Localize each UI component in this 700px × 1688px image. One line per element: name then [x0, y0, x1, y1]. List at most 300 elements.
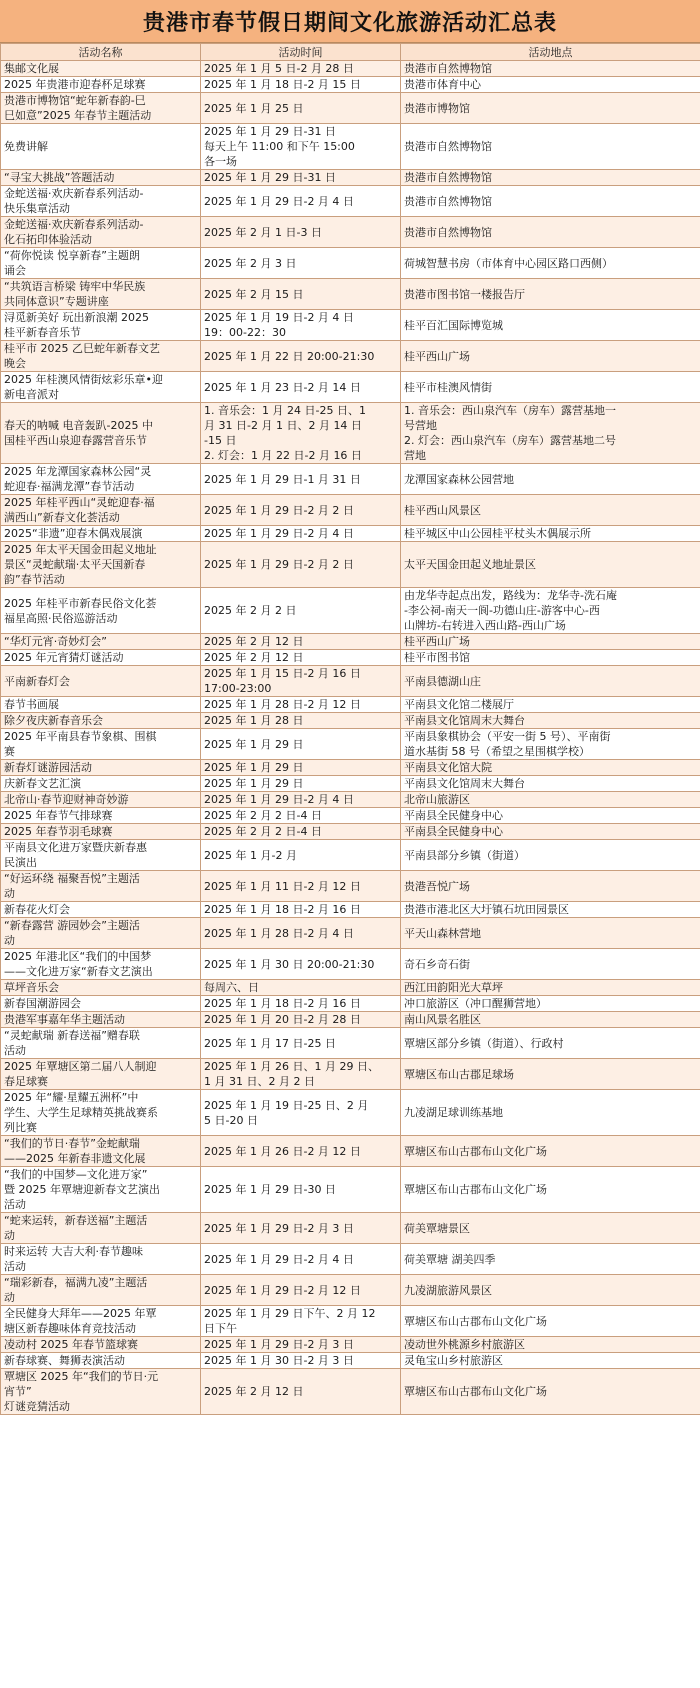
- cell-text-line: 2025 年 1 月 29 日: [204, 737, 304, 751]
- activity-location-cell: [401, 1244, 700, 1275]
- cell-text-line: 1. 音乐会：西山泉汽车（房车）露营基地一: [404, 404, 616, 417]
- table-row: [1, 341, 700, 372]
- activity-time-cell: [201, 760, 401, 776]
- cell-text-line: 太平天国金田起义地址景区: [404, 558, 536, 571]
- activity-location-cell: [401, 713, 700, 729]
- cell-text-line: 春足球赛: [4, 1075, 48, 1088]
- cell-text-line: 桂平市桂澳风情街: [404, 380, 492, 394]
- activity-time-cell: [201, 1369, 401, 1415]
- table-row: [1, 1275, 700, 1306]
- cell-text-line: 2025 年 1 月 26 日、1 月 29 日、: [204, 1060, 379, 1073]
- cell-text-line: 民演出: [4, 856, 37, 869]
- activity-location-cell: [401, 650, 700, 666]
- cell-text-line: 日下午: [204, 1322, 237, 1335]
- cell-text-line: 每周六、日: [204, 981, 259, 994]
- activity-time-cell: [201, 170, 401, 186]
- activity-location-cell: [401, 1306, 700, 1337]
- activity-time-cell: [201, 792, 401, 808]
- activity-name-cell: [1, 792, 201, 808]
- cell-text-line: 活动: [4, 1044, 26, 1057]
- table-row: [1, 1167, 700, 1213]
- cell-text-line: 2025 年 2 月 2 日: [204, 604, 297, 617]
- cell-text-line: 覃塘区布山古郡布山文化广场: [404, 1183, 547, 1196]
- activity-location-cell: [401, 248, 700, 279]
- table-row: [1, 996, 700, 1012]
- activity-time-cell: [201, 650, 401, 666]
- activity-location-cell: [401, 495, 700, 526]
- table-row: [1, 1306, 700, 1337]
- activity-time-cell: [201, 713, 401, 729]
- activity-time-cell: [201, 341, 401, 372]
- cell-text-line: 平南县文化馆周末大舞台: [404, 777, 525, 790]
- activity-location-cell: [401, 949, 700, 980]
- cell-text-line: 桂平西山广场: [404, 635, 470, 648]
- activity-time-cell: [201, 61, 401, 77]
- cell-text-line: 2. 灯会：西山泉汽车（房车）露营基地二号: [404, 434, 616, 447]
- cell-text-line: 月 31 日-2 月 1 日、2 月 14 日: [204, 419, 362, 432]
- cell-text-line: 2025 年 2 月 1 日-3 日: [204, 225, 322, 239]
- activity-location-cell: [401, 186, 700, 217]
- cell-text-line: 覃塘区布山古郡布山文化广场: [404, 1144, 547, 1158]
- cell-text-line: 活动: [4, 1260, 26, 1273]
- table-row: [1, 248, 700, 279]
- activity-location-cell: [401, 980, 700, 996]
- header-activity-time: 活动时间: [201, 44, 401, 61]
- cell-text-line: 2025 年 2 月 12 日: [204, 635, 304, 648]
- activity-name-cell: [1, 980, 201, 996]
- cell-text-line: 赛: [4, 745, 15, 758]
- cell-text-line: 2025 年桂澳风情街炫彩乐章•迎: [4, 373, 163, 386]
- cell-text-line: 号营地: [404, 419, 437, 432]
- cell-text-line: 2025 年港北区“我们的中国梦: [4, 950, 152, 963]
- cell-text-line: 免费讲解: [4, 140, 48, 153]
- cell-text-line: 快乐集章活动: [4, 202, 70, 215]
- cell-text-line: 动: [4, 1229, 15, 1242]
- activity-name-cell: [1, 495, 201, 526]
- activity-name-cell: [1, 1369, 201, 1415]
- table-row: [1, 1090, 700, 1136]
- table-row: [1, 760, 700, 776]
- activity-time-cell: [201, 217, 401, 248]
- table-row: [1, 871, 700, 902]
- table-row: [1, 840, 700, 871]
- activity-location-cell: [401, 1167, 700, 1213]
- activity-location-cell: [401, 824, 700, 840]
- cell-text-line: 平南县德湖山庄: [404, 674, 481, 688]
- table-row: [1, 776, 700, 792]
- table-row: [1, 1244, 700, 1275]
- cell-text-line: 2025 年 2 月 12 日: [204, 651, 304, 664]
- cell-text-line: 活动: [4, 1198, 26, 1211]
- cell-text-line: 时来运转 大吉大利·春节趣味: [4, 1245, 143, 1258]
- cell-text-line: 平天山森林营地: [404, 926, 481, 940]
- cell-text-line: 覃塘区布山古郡布山文化广场: [404, 1385, 547, 1398]
- activity-location-cell: [401, 760, 700, 776]
- document-title: 贵港市春节假日期间文化旅游活动汇总表: [0, 0, 700, 43]
- activity-location-cell: [401, 372, 700, 403]
- cell-text-line: 2025 年 1 月 30 日 20:00-21:30: [204, 957, 375, 971]
- cell-text-line: 2025 年 1 月 19 日-25 日、2 月: [204, 1098, 369, 1112]
- cell-text-line: “蛇来运转，新春送福”主题活: [4, 1214, 148, 1227]
- cell-text-line: “华灯元宵·奇妙灯会”: [4, 635, 107, 648]
- activity-time-cell: [201, 372, 401, 403]
- activity-name-cell: [1, 1353, 201, 1369]
- table-row: [1, 217, 700, 248]
- activity-name-cell: [1, 996, 201, 1012]
- activity-time-cell: [201, 808, 401, 824]
- activity-location-cell: [401, 729, 700, 760]
- cell-text-line: 2025 年 1 月 29 日-2 月 12 日: [204, 1283, 361, 1297]
- table-row: [1, 1213, 700, 1244]
- activity-time-cell: [201, 1059, 401, 1090]
- table-body: [1, 61, 700, 1415]
- cell-text-line: 诵会: [4, 264, 26, 277]
- cell-text-line: 5 日-20 日: [204, 1113, 258, 1127]
- activity-location-cell: [401, 1337, 700, 1353]
- cell-text-line: 动: [4, 934, 15, 947]
- cell-text-line: 春天的呐喊 电音轰趴-2025 中: [4, 419, 153, 432]
- cell-text-line: 贵港市自然博物馆: [404, 62, 492, 75]
- cell-text-line: 动: [4, 1291, 15, 1304]
- activity-name-cell: [1, 341, 201, 372]
- cell-text-line: 塘区新春趣味体育竞技活动: [4, 1322, 136, 1335]
- table-row: [1, 1369, 700, 1415]
- cell-text-line: 2025 年 1 月 26 日-2 月 12 日: [204, 1144, 361, 1158]
- cell-text-line: 学生、大学生足球精英挑战赛系: [4, 1106, 158, 1119]
- cell-text-line: 2025 年 1 月 25 日: [204, 101, 304, 115]
- activity-time-cell: [201, 840, 401, 871]
- table-row: [1, 93, 700, 124]
- activity-time-cell: [201, 542, 401, 588]
- cell-text-line: 2025 年 1 月 19 日-2 月 4 日: [204, 311, 354, 324]
- cell-text-line: 2025 年 1 月 29 日-31 日: [204, 171, 336, 184]
- cell-text-line: 凌动世外桃源乡村旅游区: [404, 1338, 525, 1351]
- cell-text-line: 平南新春灯会: [4, 674, 70, 688]
- activity-name-cell: [1, 77, 201, 93]
- cell-text-line: 覃塘区布山古郡布山文化广场: [404, 1314, 547, 1328]
- cell-text-line: “好运环绕 福聚吾悦”主题活: [4, 872, 140, 885]
- cell-text-line: “共筑语言桥梁 铸牢中华民族: [4, 280, 146, 293]
- cell-text-line: 龙潭国家森林公园营地: [404, 472, 514, 486]
- activity-name-cell: [1, 760, 201, 776]
- activity-table: [0, 43, 700, 1415]
- table-row: [1, 1353, 700, 1369]
- cell-text-line: 2025 年春节羽毛球赛: [4, 825, 113, 838]
- table-row: [1, 1059, 700, 1090]
- cell-text-line: 桂平市图书馆: [404, 651, 470, 664]
- cell-text-line: 2025 年 1 月 29 日: [204, 761, 304, 774]
- cell-text-line: 2025“非遗”迎春木偶戏展演: [4, 527, 143, 540]
- activity-time-cell: [201, 124, 401, 170]
- activity-location-cell: [401, 1213, 700, 1244]
- activity-time-cell: [201, 526, 401, 542]
- activity-name-cell: [1, 729, 201, 760]
- table-row: [1, 902, 700, 918]
- cell-text-line: “我们的中国梦—文化进万家”: [4, 1168, 148, 1181]
- activity-name-cell: [1, 824, 201, 840]
- cell-text-line: 2025 年 1 月 29 日-2 月 4 日: [204, 793, 354, 806]
- activity-time-cell: [201, 949, 401, 980]
- table-row: [1, 697, 700, 713]
- cell-text-line: 桂平城区中山公园桂平杖头木偶展示所: [404, 527, 591, 540]
- cell-text-line: “荷你悦读 悦享新春”主题朗: [4, 249, 140, 262]
- activity-name-cell: [1, 713, 201, 729]
- activity-location-cell: [401, 526, 700, 542]
- cell-text-line: 九凌湖足球训练基地: [404, 1106, 503, 1119]
- cell-text-line: 2025 年桂平西山“灵蛇迎春·福: [4, 496, 155, 509]
- activity-name-cell: [1, 372, 201, 403]
- activity-location-cell: [401, 279, 700, 310]
- activity-location-cell: [401, 996, 700, 1012]
- table-header-row: [1, 44, 700, 61]
- table-row: [1, 1028, 700, 1059]
- activity-time-cell: [201, 871, 401, 902]
- table-row: [1, 1337, 700, 1353]
- cell-text-line: 桂平百汇国际博览城: [404, 318, 503, 332]
- activity-time-cell: [201, 403, 401, 464]
- cell-text-line: 2025 年 1 月 29 日-2 月 3 日: [204, 1221, 354, 1235]
- activity-time-cell: [201, 1167, 401, 1213]
- activity-time-cell: [201, 1275, 401, 1306]
- cell-text-line: 奇石乡奇石街: [404, 957, 470, 971]
- cell-text-line: 动: [4, 887, 15, 900]
- cell-text-line: 2025 年 1 月 18 日-2 月 16 日: [204, 903, 361, 916]
- cell-text-line: 桂平西山风景区: [404, 503, 481, 517]
- cell-text-line: 平南县部分乡镇（街道）: [404, 848, 525, 862]
- cell-text-line: 福星高照·民俗巡游活动: [4, 611, 118, 625]
- cell-text-line: 2025 年 1 月 29 日-2 月 2 日: [204, 503, 354, 517]
- cell-text-line: 化石拓印体验活动: [4, 233, 92, 246]
- cell-text-line: 贵港市图书馆一楼报告厅: [404, 287, 525, 301]
- activity-time-cell: [201, 697, 401, 713]
- cell-text-line: 贵港市博物馆“蛇年新春韵-巳: [4, 94, 146, 107]
- cell-text-line: 草坪音乐会: [4, 981, 59, 994]
- cell-text-line: 北帝山·春节迎财神奇妙游: [4, 793, 129, 806]
- activity-time-cell: [201, 1090, 401, 1136]
- cell-text-line: 贵港市体育中心: [404, 78, 481, 91]
- activity-location-cell: [401, 464, 700, 495]
- cell-text-line: 2025 年贵港市迎春杯足球赛: [4, 78, 146, 91]
- activity-location-cell: [401, 124, 700, 170]
- activity-name-cell: [1, 248, 201, 279]
- cell-text-line: 2025 年 1 月 17 日-25 日: [204, 1036, 336, 1050]
- cell-text-line: 北帝山旅游区: [404, 793, 470, 806]
- table-row: [1, 729, 700, 760]
- cell-text-line: 2025 年“耀·星耀五洲杯”中: [4, 1091, 139, 1104]
- cell-text-line: 新电音派对: [4, 388, 59, 401]
- cell-text-line: 2025 年龙潭国家森林公园“灵: [4, 465, 152, 478]
- activity-location-cell: [401, 1353, 700, 1369]
- cell-text-line: 新春球赛、舞狮表演活动: [4, 1354, 125, 1367]
- cell-text-line: ——文化进万家“新春文艺演出: [4, 965, 153, 978]
- table-row: [1, 279, 700, 310]
- activity-location-cell: [401, 902, 700, 918]
- cell-text-line: 新春国潮游园会: [4, 997, 81, 1010]
- activity-name-cell: [1, 1090, 201, 1136]
- activity-name-cell: [1, 634, 201, 650]
- cell-text-line: 西江田韵阳光大草坪: [404, 981, 503, 994]
- cell-text-line: 2025 年 1 月 29 日-2 月 4 日: [204, 194, 354, 208]
- activity-name-cell: [1, 1028, 201, 1059]
- cell-text-line: 金蛇送福·欢庆新春系列活动-: [4, 187, 144, 200]
- cell-text-line: 覃塘区 2025 年“我们的节日·元: [4, 1370, 159, 1383]
- cell-text-line: 新春灯谜游园活动: [4, 761, 92, 774]
- activity-name-cell: [1, 93, 201, 124]
- activity-name-cell: [1, 310, 201, 341]
- table-row: [1, 949, 700, 980]
- activity-time-cell: [201, 729, 401, 760]
- cell-text-line: 2025 年 1 月 28 日-2 月 4 日: [204, 926, 354, 940]
- activity-location-cell: [401, 61, 700, 77]
- table-row: [1, 403, 700, 464]
- activity-name-cell: [1, 464, 201, 495]
- cell-text-line: 由龙华寺起点出发，路线为：龙华寺-洗石庵: [404, 589, 617, 602]
- cell-text-line: 营地: [404, 449, 426, 462]
- activity-location-cell: [401, 1028, 700, 1059]
- activity-time-cell: [201, 996, 401, 1012]
- activity-time-cell: [201, 634, 401, 650]
- cell-text-line: 2025 年 1 月 18 日-2 月 15 日: [204, 78, 361, 91]
- activity-location-cell: [401, 1012, 700, 1028]
- cell-text-line: 2025 年 1 月 15 日-2 月 16 日: [204, 667, 361, 680]
- table-row: [1, 124, 700, 170]
- activity-location-cell: [401, 310, 700, 341]
- cell-text-line: 2025 年 1 月 29 日-1 月 31 日: [204, 472, 361, 486]
- activity-name-cell: [1, 61, 201, 77]
- activity-name-cell: [1, 840, 201, 871]
- table-row: [1, 650, 700, 666]
- activity-name-cell: [1, 588, 201, 634]
- cell-text-line: 列比赛: [4, 1121, 37, 1134]
- activity-name-cell: [1, 403, 201, 464]
- cell-text-line: 覃塘区布山古郡足球场: [404, 1067, 514, 1081]
- cell-text-line: 2025 年 1 月-2 月: [204, 848, 297, 862]
- activity-time-cell: [201, 980, 401, 996]
- cell-text-line: 2025 年 1 月 29 日-2 月 4 日: [204, 1252, 354, 1266]
- cell-text-line: 贵港市自然博物馆: [404, 171, 492, 184]
- activity-name-cell: [1, 650, 201, 666]
- cell-text-line: 2025 年 1 月 22 日 20:00-21:30: [204, 349, 375, 363]
- table-row: [1, 808, 700, 824]
- cell-text-line: 2025 年 1 月 29 日-31 日: [204, 125, 336, 138]
- cell-text-line: 贵港市自然博物馆: [404, 140, 492, 153]
- cell-text-line: 覃塘区部分乡镇（街道）、行政村: [404, 1036, 564, 1050]
- activity-name-cell: [1, 279, 201, 310]
- cell-text-line: 17:00-23:00: [204, 682, 272, 695]
- activity-location-cell: [401, 1275, 700, 1306]
- cell-text-line: 平南县文化进万家暨庆新春惠: [4, 841, 147, 854]
- cell-text-line: 平南县文化馆周末大舞台: [404, 714, 525, 727]
- cell-text-line: 贵港市港北区大圩镇石坑田园景区: [404, 903, 569, 916]
- cell-text-line: 南山风景名胜区: [404, 1013, 481, 1026]
- table-row: [1, 824, 700, 840]
- table-row: [1, 1136, 700, 1167]
- table-row: [1, 372, 700, 403]
- cell-text-line: 2025 年平南县春节象棋、围棋: [4, 730, 157, 743]
- cell-text-line: 2025 年 1 月 30 日-2 月 3 日: [204, 1354, 354, 1367]
- cell-text-line: 2025 年 1 月 11 日-2 月 12 日: [204, 879, 361, 893]
- cell-text-line: 2025 年 1 月 29 日下午、2 月 12: [204, 1307, 376, 1320]
- activity-location-cell: [401, 697, 700, 713]
- activity-name-cell: [1, 697, 201, 713]
- table-row: [1, 1012, 700, 1028]
- activity-location-cell: [401, 1090, 700, 1136]
- table-row: [1, 495, 700, 526]
- cell-text-line: 凌动村 2025 年春节篮球赛: [4, 1338, 138, 1351]
- cell-text-line: 2025 年 2 月 2 日-4 日: [204, 809, 322, 822]
- activity-time-cell: [201, 1306, 401, 1337]
- cell-text-line: 桂平新春音乐节: [4, 326, 81, 339]
- activity-location-cell: [401, 918, 700, 949]
- cell-text-line: 道水基街 58 号（希望之星围棋学校）: [404, 745, 590, 758]
- activity-name-cell: [1, 186, 201, 217]
- activity-name-cell: [1, 1306, 201, 1337]
- activity-location-cell: [401, 1369, 700, 1415]
- cell-text-line: 各一场: [204, 155, 237, 168]
- activity-location-cell: [401, 542, 700, 588]
- activity-name-cell: [1, 918, 201, 949]
- cell-text-line: 冲口旅游区（冲口醒狮营地）: [404, 997, 547, 1010]
- cell-text-line: 2025 年 2 月 2 日-4 日: [204, 825, 322, 838]
- activity-name-cell: [1, 776, 201, 792]
- activity-time-cell: [201, 1244, 401, 1275]
- cell-text-line: 2025 年太平天国金田起义地址: [4, 543, 157, 556]
- activity-time-cell: [201, 186, 401, 217]
- activity-location-cell: [401, 634, 700, 650]
- activity-time-cell: [201, 1213, 401, 1244]
- activity-name-cell: [1, 526, 201, 542]
- cell-text-line: 春节书画展: [4, 698, 59, 711]
- cell-text-line: 每天上午 11:00 和下午 15:00: [204, 140, 355, 153]
- activity-location-cell: [401, 871, 700, 902]
- activity-name-cell: [1, 666, 201, 697]
- activity-name-cell: [1, 1213, 201, 1244]
- activity-location-cell: [401, 170, 700, 186]
- cell-text-line: 宵节”: [4, 1385, 32, 1398]
- cell-text-line: 巳如意”2025 年春节主题活动: [4, 109, 152, 122]
- cell-text-line: ——2025 年新春非遗文化展: [4, 1152, 146, 1165]
- cell-text-line: 2025 年 1 月 28 日-2 月 12 日: [204, 698, 361, 711]
- activity-time-cell: [201, 1136, 401, 1167]
- activity-name-cell: [1, 1012, 201, 1028]
- activity-name-cell: [1, 808, 201, 824]
- cell-text-line: 平南县全民健身中心: [404, 809, 503, 822]
- cell-text-line: 韵”春节活动: [4, 573, 65, 586]
- cell-text-line: 共同体意识”专题讲座: [4, 295, 109, 308]
- cell-text-line: 2025 年 1 月 28 日: [204, 714, 304, 727]
- cell-text-line: 暨 2025 年覃塘迎新春文艺演出: [4, 1183, 160, 1196]
- cell-text-line: 平南县象棋协会（平安一街 5 号）、平南街: [404, 730, 611, 743]
- cell-text-line: 2025 年 1 月 29 日-2 月 4 日: [204, 527, 354, 540]
- cell-text-line: 山牌坊-右转进入西山路-西山广场: [404, 619, 566, 632]
- table-row: [1, 634, 700, 650]
- cell-text-line: 2025 年 2 月 3 日: [204, 256, 297, 270]
- cell-text-line: “瑞彩新春，福满九凌”主题活: [4, 1276, 148, 1289]
- activity-location-cell: [401, 792, 700, 808]
- cell-text-line: 灵龟宝山乡村旅游区: [404, 1354, 503, 1367]
- table-row: [1, 918, 700, 949]
- cell-text-line: 2025 年覃塘区第二届八人制迎: [4, 1060, 157, 1073]
- activity-time-cell: [201, 464, 401, 495]
- cell-text-line: 景区“灵蛇献瑞·太平天国新春: [4, 558, 146, 571]
- activity-name-cell: [1, 170, 201, 186]
- cell-text-line: 桂平市 2025 乙巳蛇年新春文艺: [4, 342, 160, 355]
- table-row: [1, 170, 700, 186]
- activity-time-cell: [201, 279, 401, 310]
- activity-location-cell: [401, 1136, 700, 1167]
- cell-text-line: 19：00-22：30: [204, 326, 286, 339]
- cell-text-line: 2025 年 1 月 18 日-2 月 16 日: [204, 997, 361, 1010]
